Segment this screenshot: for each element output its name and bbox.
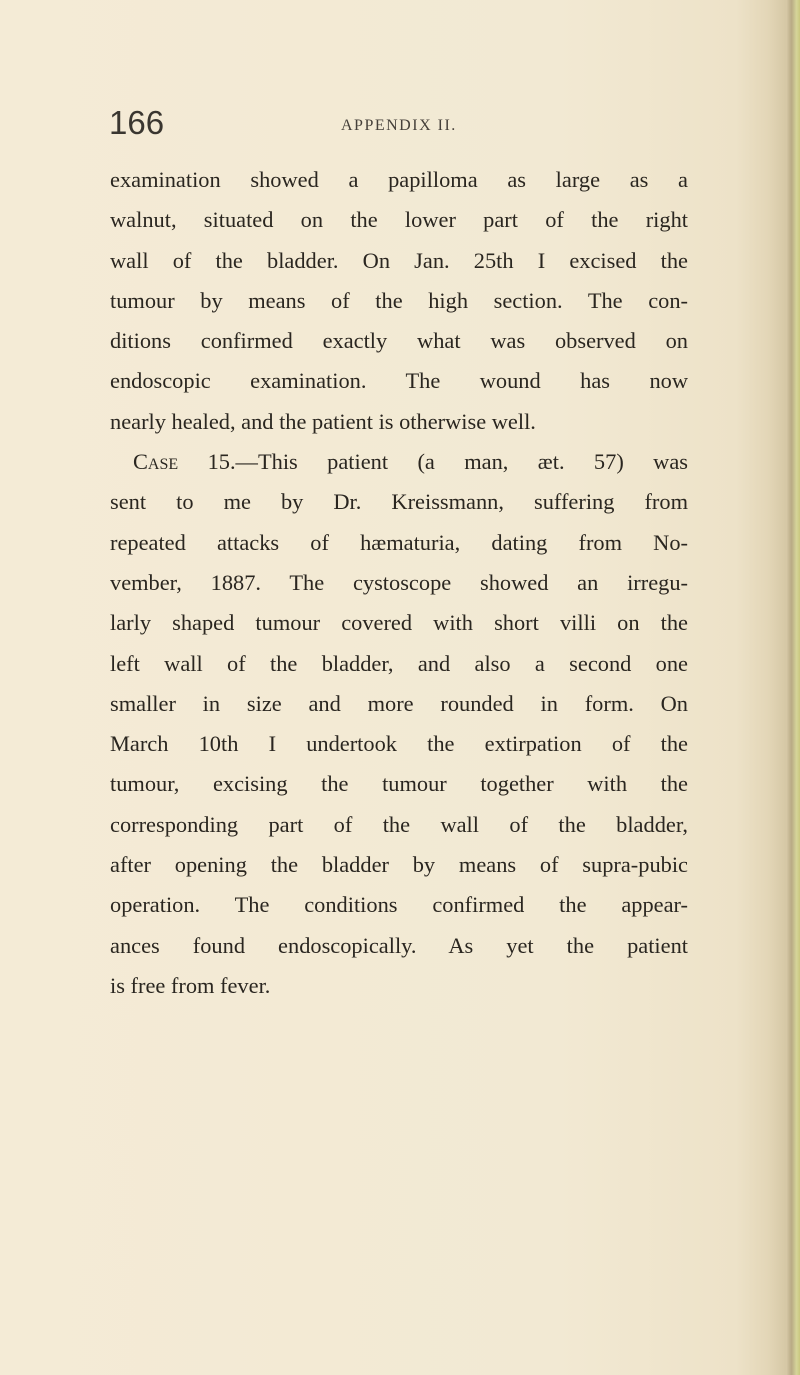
page-edge	[786, 0, 800, 1375]
text-line: repeated attacks of hæmaturia, dating from No-	[110, 529, 688, 555]
text-line: larly shaped tumour covered with short villi on the	[110, 610, 688, 636]
page-header	[109, 104, 669, 144]
text-line: nearly healed, and the patient is otherwise well.	[110, 408, 536, 434]
case-label: Case	[133, 449, 179, 475]
text-line: tumour, excising the tumour together with the	[110, 771, 688, 797]
running-head: APPENDIX II.	[341, 117, 457, 134]
text-line: endoscopic examination. The wound has now	[110, 368, 688, 394]
text-line: after opening the bladder by means of supra-pubic	[110, 852, 688, 878]
text-line	[110, 442, 688, 482]
text-line: wall of the bladder. On Jan. 25th I excised the	[110, 247, 688, 273]
text-line: corresponding part of the wall of the bladder,	[110, 811, 688, 837]
text-line: ditions confirmed exactly what was observed on	[110, 328, 688, 354]
body-text	[110, 160, 688, 1006]
text-line: March 10th I undertook the extirpation of the	[110, 731, 688, 757]
text-line: left wall of the bladder, and also a second one	[110, 650, 688, 676]
text-line: walnut, situated on the lower part of the right	[110, 207, 688, 233]
text-line: sent to me by Dr. Kreissmann, suffering from	[110, 489, 688, 515]
page-number: 166	[109, 104, 165, 141]
text-line: smaller in size and more rounded in form. On	[110, 690, 688, 716]
text-line: operation. The conditions confirmed the appear-	[110, 892, 688, 918]
text-line: examination showed a papilloma as large as a	[110, 167, 688, 192]
text-line: tumour by means of the high section. The con-	[110, 287, 688, 313]
text-line: ances found endoscopically. As yet the patient	[110, 932, 688, 958]
case-text: 15.—This patient (a man, æt. 57) was	[178, 449, 688, 475]
text-line: vember, 1887. The cystoscope showed an irregu-	[110, 569, 688, 595]
text-line: is free from fever.	[110, 972, 271, 998]
